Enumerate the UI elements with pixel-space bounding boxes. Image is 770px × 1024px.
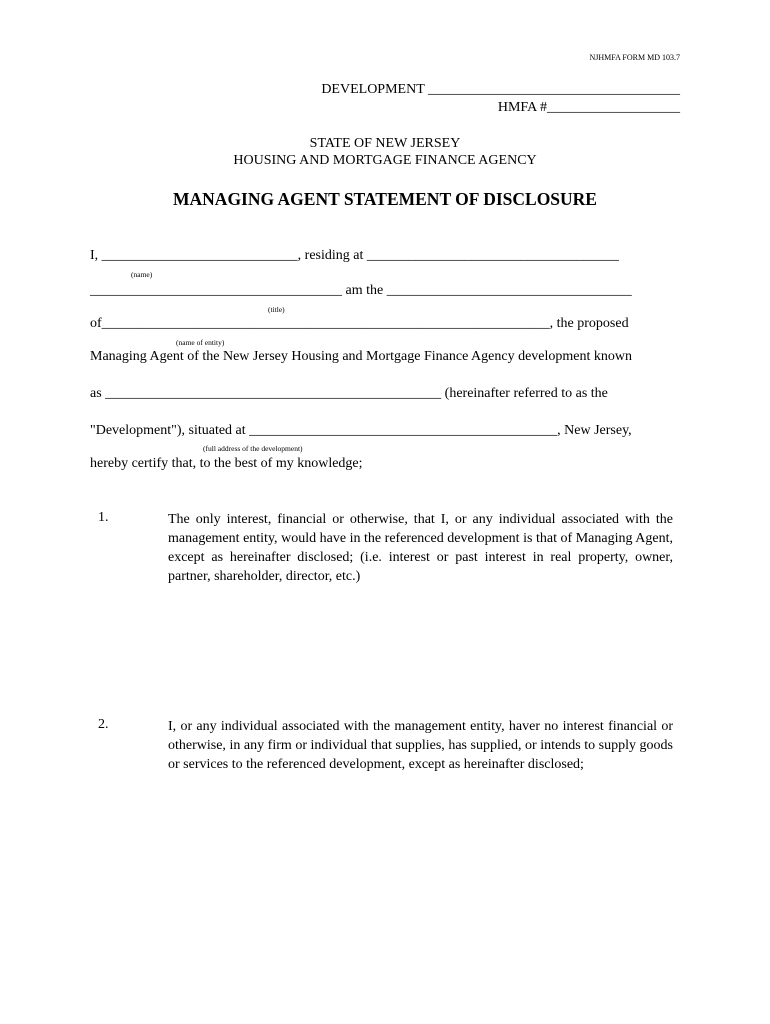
item-text: I, or any individual associated with the management entity, haver no interest financial or otherwise, in any firm or individual that supplies, has supplied, or intends to supply goods or services to the referenced development, except as hereinafter disclosed; <box>168 719 673 772</box>
name-residence-line: I, ____________________________, residing at ____________________________________ <box>90 248 619 263</box>
item-number: 1. <box>98 510 109 525</box>
certification-line: hereby certify that, to the best of my knowledge; <box>90 456 363 471</box>
development-name-line: as ________________________________________________ (hereinafter referred to as the <box>90 386 608 401</box>
address-caption: (full address of the development) <box>203 444 303 453</box>
state-heading: STATE OF NEW JERSEY <box>309 136 461 151</box>
hmfa-number-line: HMFA #___________________ <box>497 100 680 115</box>
form-number: NJHMFA FORM MD 103.7 <box>589 53 680 62</box>
entity-line: of________________________________________________________________, the proposed <box>90 316 629 331</box>
page-title: MANAGING AGENT STATEMENT OF DISCLOSURE <box>173 189 597 209</box>
managing-agent-line: Managing Agent of the New Jersey Housing and Mortgage Finance Agency development known <box>90 349 632 364</box>
item-number: 2. <box>98 717 109 732</box>
title-line: ____________________________________ am the ___________________________________ <box>90 283 632 298</box>
development-line: DEVELOPMENT ____________________________________ <box>321 82 680 97</box>
item-text: The only interest, financial or otherwise, that I, or any individual associated with the management entity, would have in the referenced development is that of Managing Agent, except as hereinafter disclosed; (i.e. interest or past interest in real property, owner, partner, shareholder, director, etc.) <box>168 512 673 584</box>
development-address-line: "Development"), situated at ____________________________________________, New Jersey, <box>90 423 632 438</box>
entity-caption: (name of entity) <box>176 338 225 347</box>
agency-heading: HOUSING AND MORTGAGE FINANCE AGENCY <box>233 153 537 168</box>
name-caption: (name) <box>131 270 153 279</box>
title-caption: (title) <box>268 305 285 314</box>
